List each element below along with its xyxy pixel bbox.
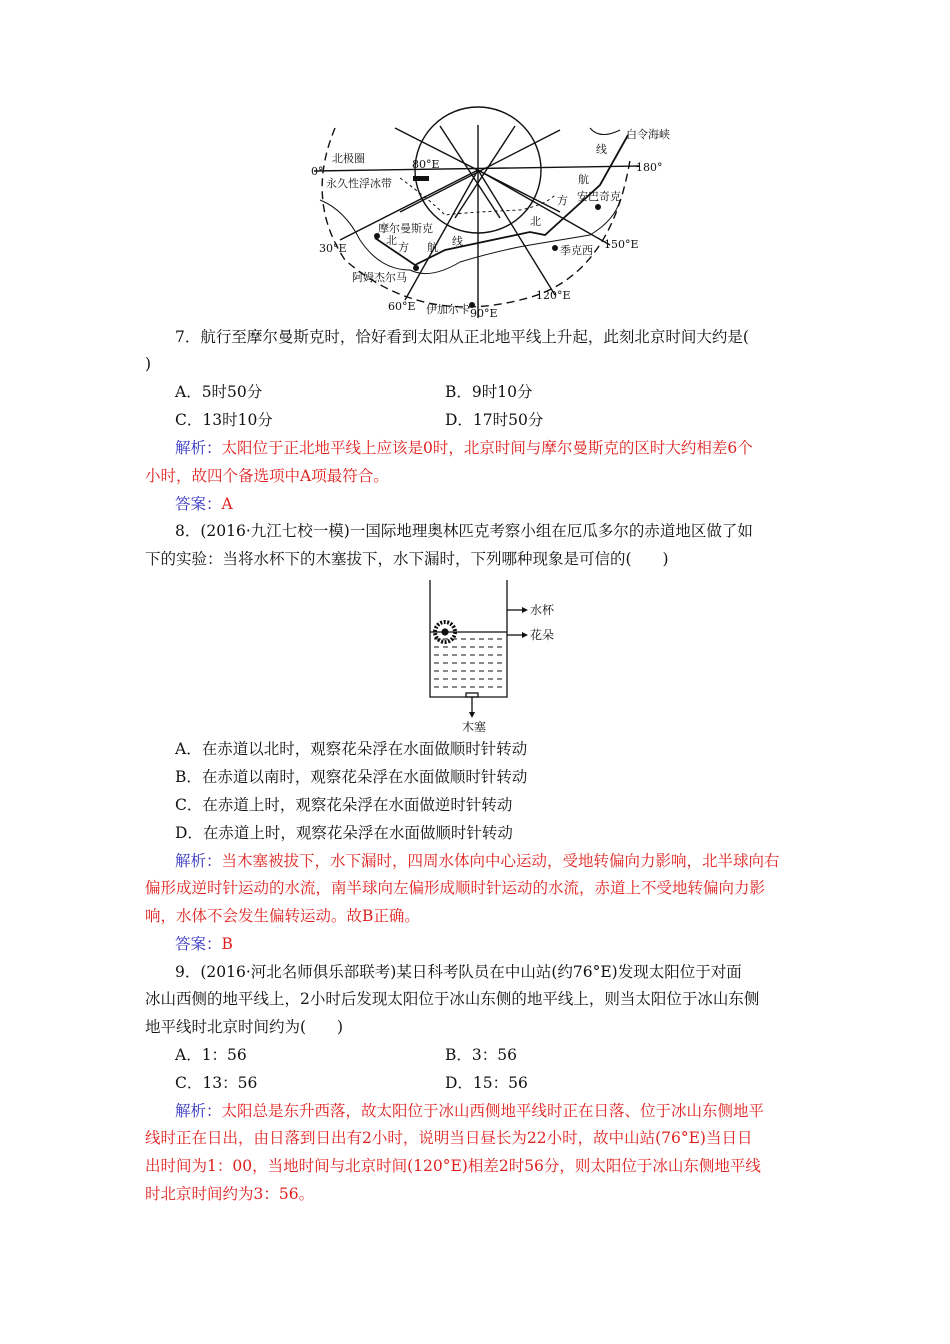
q8-stem-line: 8．(2016·九江七校一模)一国际地理奥林匹克考察小组在厄瓜多尔的赤道地区做了如 bbox=[175, 522, 753, 540]
analysis-text: 响，水体不会发生偏转运动。故B正确。 bbox=[145, 907, 420, 925]
q8-option-c: C．在赤道上时，观察花朵浮在水面做逆时针转动 bbox=[175, 796, 513, 814]
analysis-text: 偏形成逆时针运动的水流，南半球向左偏形成顺时针运动的水流，赤道上不受地转偏向力影 bbox=[145, 879, 766, 897]
q9-stem-line: 地平线时北京时间约为( ) bbox=[145, 1018, 344, 1036]
analysis-label: 解析： bbox=[175, 439, 222, 457]
route-char: 线 bbox=[452, 235, 463, 248]
route-char: 航 bbox=[427, 241, 438, 254]
q8-stem-line: 下的实验：当将水杯下的木塞拔下，水下漏时，下列哪种现象是可信的( ) bbox=[145, 550, 669, 568]
answer-label: 答案： bbox=[175, 495, 222, 513]
q9-option-b: B．3：56 bbox=[445, 1046, 517, 1064]
q7-stem-line: 7．航行至摩尔曼斯克时，恰好看到太阳从正北地平线上升起，此刻北京时间大约是( bbox=[175, 328, 749, 346]
water-cup-figure bbox=[410, 575, 570, 740]
label-80e: 80°E bbox=[412, 158, 440, 171]
label-60e: 60°E bbox=[388, 300, 416, 313]
route-char: 北 bbox=[386, 234, 397, 247]
label-cup: 水杯 bbox=[530, 603, 555, 617]
q7-option-a: A．5时50分 bbox=[175, 383, 263, 401]
analysis-text: 时北京时间约为3：56。 bbox=[145, 1185, 315, 1203]
label-90e: 90°E bbox=[470, 307, 498, 320]
label-ambarchik: 安巴奇克 bbox=[577, 190, 621, 203]
label-plug: 木塞 bbox=[462, 720, 487, 734]
label-120e: 120°E bbox=[536, 289, 571, 302]
q9-option-a: A．1：56 bbox=[175, 1046, 247, 1064]
q8-analysis bbox=[175, 849, 780, 873]
analysis-label: 解析： bbox=[175, 1102, 222, 1120]
q9-option-c: C．13：56 bbox=[175, 1074, 258, 1092]
analysis-text: 出时间为1：00，当地时间与北京时间(120°E)相差2时56分，则太阳位于冰山东侧地平线 bbox=[145, 1157, 761, 1175]
label-arctic-circle: 北极圈 bbox=[332, 152, 365, 165]
q9-stem-line: 冰山西侧的地平线上，2小时后发现太阳位于冰山东侧的地平线上，则当太阳位于冰山东侧 bbox=[145, 990, 760, 1008]
label-amderma: 阿姆杰尔马 bbox=[352, 271, 407, 284]
route-char: 线 bbox=[596, 143, 607, 156]
arctic-route-map bbox=[310, 120, 670, 320]
q8-option-a: A．在赤道以北时，观察花朵浮在水面做顺时针转动 bbox=[175, 740, 528, 758]
analysis-text: 太阳位于正北地平线上应该是0时，北京时间与摩尔曼斯克的区时大约相差6个 bbox=[221, 439, 753, 457]
q8-option-b: B．在赤道以南时，观察花朵浮在水面做顺时针转动 bbox=[175, 768, 528, 786]
analysis-label: 解析： bbox=[175, 852, 222, 870]
label-flower: 花朵 bbox=[530, 628, 555, 642]
q7-stem-line: ) bbox=[145, 355, 152, 373]
route-char: 航 bbox=[578, 173, 589, 186]
answer-value: A bbox=[221, 495, 233, 513]
label-0: 0° bbox=[311, 165, 324, 178]
label-30e: 30°E bbox=[319, 242, 347, 255]
analysis-text: 当木塞被拔下，水下漏时，四周水体向中心运动，受地转偏向力影响，北半球向右 bbox=[221, 852, 780, 870]
q7-option-d: D．17时50分 bbox=[445, 411, 544, 429]
q8-answer bbox=[175, 932, 233, 956]
q7-option-c: C．13时10分 bbox=[175, 411, 273, 429]
route-char: 方 bbox=[398, 241, 409, 254]
label-180: 180° bbox=[636, 161, 663, 174]
q7-analysis bbox=[175, 436, 753, 460]
q7-answer bbox=[175, 492, 233, 516]
label-permanent-ice: 永久性浮冰带 bbox=[326, 177, 392, 190]
label-bering: 白令海峡 bbox=[626, 128, 670, 141]
label-tiksi: 季克西 bbox=[560, 244, 593, 257]
q9-stem-line: 9．(2016·河北名师俱乐部联考)某日科考队员在中山站(约76°E)发现太阳位于对面 bbox=[175, 963, 742, 981]
analysis-text: 小时，故四个备选项中A项最符合。 bbox=[145, 467, 389, 485]
label-igarka: 伊加尔卡 bbox=[426, 303, 470, 316]
q8-option-d: D．在赤道上时，观察花朵浮在水面做顺时针转动 bbox=[175, 824, 513, 842]
q7-option-b: B．9时10分 bbox=[445, 383, 533, 401]
analysis-text: 太阳总是东升西落，故太阳位于冰山西侧地平线时正在日落、位于冰山东侧地平 bbox=[221, 1102, 765, 1120]
label-murmansk: 摩尔曼斯克 bbox=[378, 222, 433, 235]
answer-label: 答案： bbox=[175, 935, 222, 953]
label-150e: 150°E bbox=[604, 238, 639, 251]
route-char: 北 bbox=[530, 215, 541, 228]
analysis-text: 线时正在日出，由日落到日出有2小时，说明当日昼长为22小时，故中山站(76°E)当日日 bbox=[145, 1129, 753, 1147]
route-char: 方 bbox=[557, 194, 568, 207]
answer-value: B bbox=[221, 935, 233, 953]
q9-analysis bbox=[175, 1099, 764, 1123]
q9-option-d: D．15：56 bbox=[445, 1074, 528, 1092]
